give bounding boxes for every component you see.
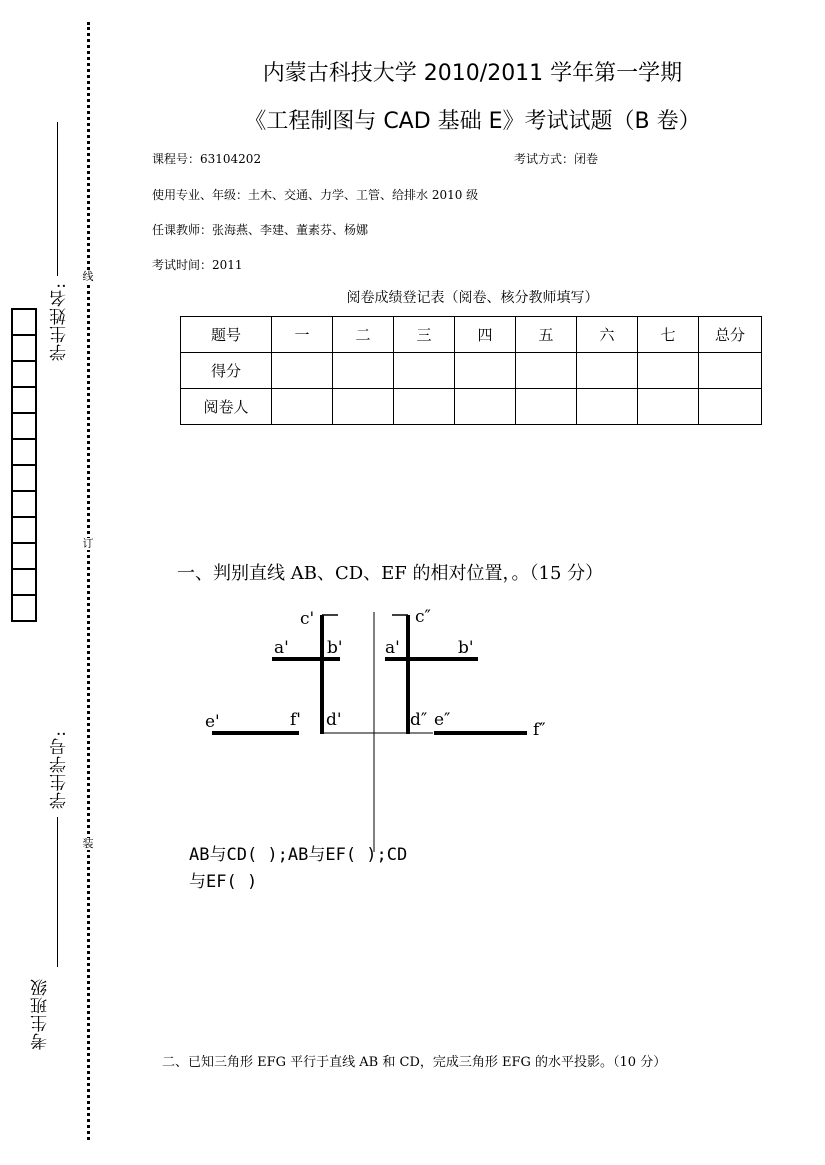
student-name-label: 学生姓名: <box>50 282 70 361</box>
answer-line2: 与EF( ) <box>189 872 258 892</box>
label-a2: a' <box>385 638 400 658</box>
header-cell: 四 <box>455 317 516 353</box>
row-label: 阅卷人 <box>181 389 272 425</box>
header-cell: 三 <box>394 317 455 353</box>
label-a1: a' <box>274 638 289 658</box>
exam-mode: 考试方式：闭卷 <box>514 152 599 166</box>
exam-time: 考试时间：2011 <box>152 258 243 272</box>
label-f2: f″ <box>533 720 546 740</box>
label-f1: f' <box>290 710 301 730</box>
binding-mark-line: 线 <box>82 270 94 283</box>
header-cell: 总分 <box>699 317 762 353</box>
question1-prompt: 一、判别直线 AB、CD、EF 的相对位置，。（15 分） <box>177 563 604 584</box>
binding-mark-ding: 订 <box>82 537 94 550</box>
exam-title-line2: 《工程制图与 CAD 基础 E》考试试题（B 卷） <box>244 109 701 134</box>
exam-title-line1: 内蒙古科技大学 2010/2011 学年第一学期 <box>262 61 683 86</box>
major-grade: 使用专业、年级：土木、交通、力学、工管、给排水 2010 级 <box>152 188 479 202</box>
header-cell: 一 <box>272 317 333 353</box>
question2-prompt: 二、已知三角形 EFG 平行于直线 AB 和 CD，完成三角形 EFG 的水平投影。（10 分） <box>162 1055 667 1070</box>
label-c1: c' <box>300 609 315 629</box>
row-label: 得分 <box>181 353 272 389</box>
header-cell: 二 <box>333 317 394 353</box>
label-d2: d″ <box>410 710 428 730</box>
score-table-title: 阅卷成绩登记表（阅卷、核分教师填写） <box>346 290 599 306</box>
teachers: 任课教师：张海燕、李建、董素芬、杨娜 <box>152 223 369 237</box>
label-e1: e' <box>205 712 220 732</box>
header-cell: 题号 <box>181 317 272 353</box>
label-e2: e″ <box>434 710 451 730</box>
label-d1: d' <box>326 710 342 730</box>
label-c2: c″ <box>415 607 431 627</box>
question1-answer-block <box>189 842 549 896</box>
header-cell: 七 <box>638 317 699 353</box>
binding-mark-zhuang: 装 <box>82 837 94 850</box>
student-id-label: 学生学号: <box>50 730 70 809</box>
label-b2: b' <box>458 638 474 658</box>
course-number: 课程号：63104202 <box>152 152 262 166</box>
header-cell: 六 <box>577 317 638 353</box>
answer-line1: AB与CD( );AB与EF( );CD <box>189 845 408 865</box>
label-b1: b' <box>327 638 343 658</box>
student-class-label: 考生班级 <box>31 978 51 1050</box>
header-cell: 五 <box>516 317 577 353</box>
